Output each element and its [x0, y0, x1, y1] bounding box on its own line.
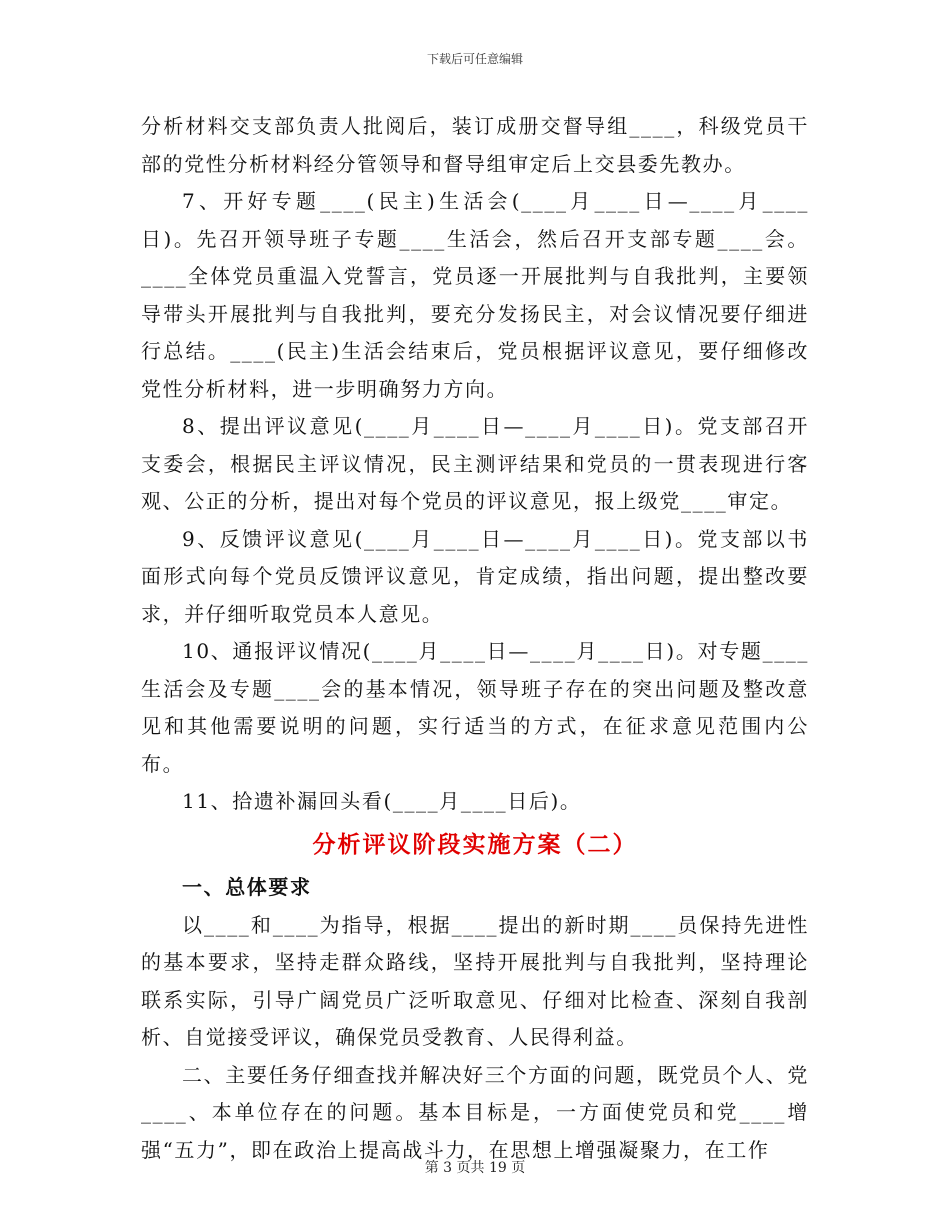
page-footer: 第 3 页共 19 页 — [424, 1160, 526, 1176]
section-title: 分析评议阶段实施方案（二） — [312, 830, 638, 858]
paragraph-item-10: 10、通报评议情况(____月____日—____月____日)。对专题____生活会及专题____会的基本情况，领导班子存在的突出问题及整改意见和其他需要说明的问题，实行适当的方式，在征求意见范围内公布。 — [141, 639, 809, 776]
paragraph-item-9: 9、反馈评议意见(____月____日—____月____日)。党支部以书面形式向每个党员反馈评议意见，肯定成绩，指出问题，提出整改要求，并仔细听取党员本人意见。 — [141, 526, 809, 626]
document-body — [141, 108, 809, 1169]
paragraph-item-8: 8、提出评议意见(____月____日—____月____日)。党支部召开支委会，根据民主评议情况，民主测评结果和党员的一贯表现进行客观、公正的分析，提出对每个党员的评议意见，报上级党____审定。 — [141, 414, 809, 513]
section-heading-overall-requirements: 一、总体要求 — [182, 874, 312, 899]
paragraph-item-7: 7、开好专题____(民主)生活会(____月____日—____月____日)。先召开领导班子专题____生活会，然后召开支部专题____会。____全体党员重温入党誓言，党员逐一开展批判与自我批判，主要领导带头开展批判与自我批判，要充分发扬民主，对会议情况要仔细进行总结。____(民主)生活会结束后，党员根据评议意见，要仔细修改党性分析材料，进一步明确努力方向。 — [141, 189, 809, 401]
paragraph-overall-requirements: 以____和____为指导，根据____提出的新时期____员保持先进性的基本要求，坚持走群众路线，坚持开展批判与自我批判，坚持理论联系实际，引导广阔党员广泛听取意见、仔细对比检查、深刻自我剖析、自觉接受评议，确保党员受教育、人民得利益。 — [141, 912, 809, 1049]
paragraph-continuation: 分析材料交支部负责人批阅后，装订成册交督导组____，科级党员干部的党性分析材料经分管领导和督导组审定后上交县委先教办。 — [141, 114, 809, 176]
page-header: 下载后可任意编辑 — [426, 52, 523, 66]
paragraph-item-11: 11、拾遗补漏回头看(____月____日后)。 — [182, 789, 582, 813]
paragraph-main-tasks: 二、主要任务仔细查找并解决好三个方面的问题，既党员个人、党____、本单位存在的问题。基本目标是，一方面使党员和党____增强“五力”，即在政治上提高战斗力，在思想上增强凝聚力，在工作 — [141, 1062, 809, 1162]
